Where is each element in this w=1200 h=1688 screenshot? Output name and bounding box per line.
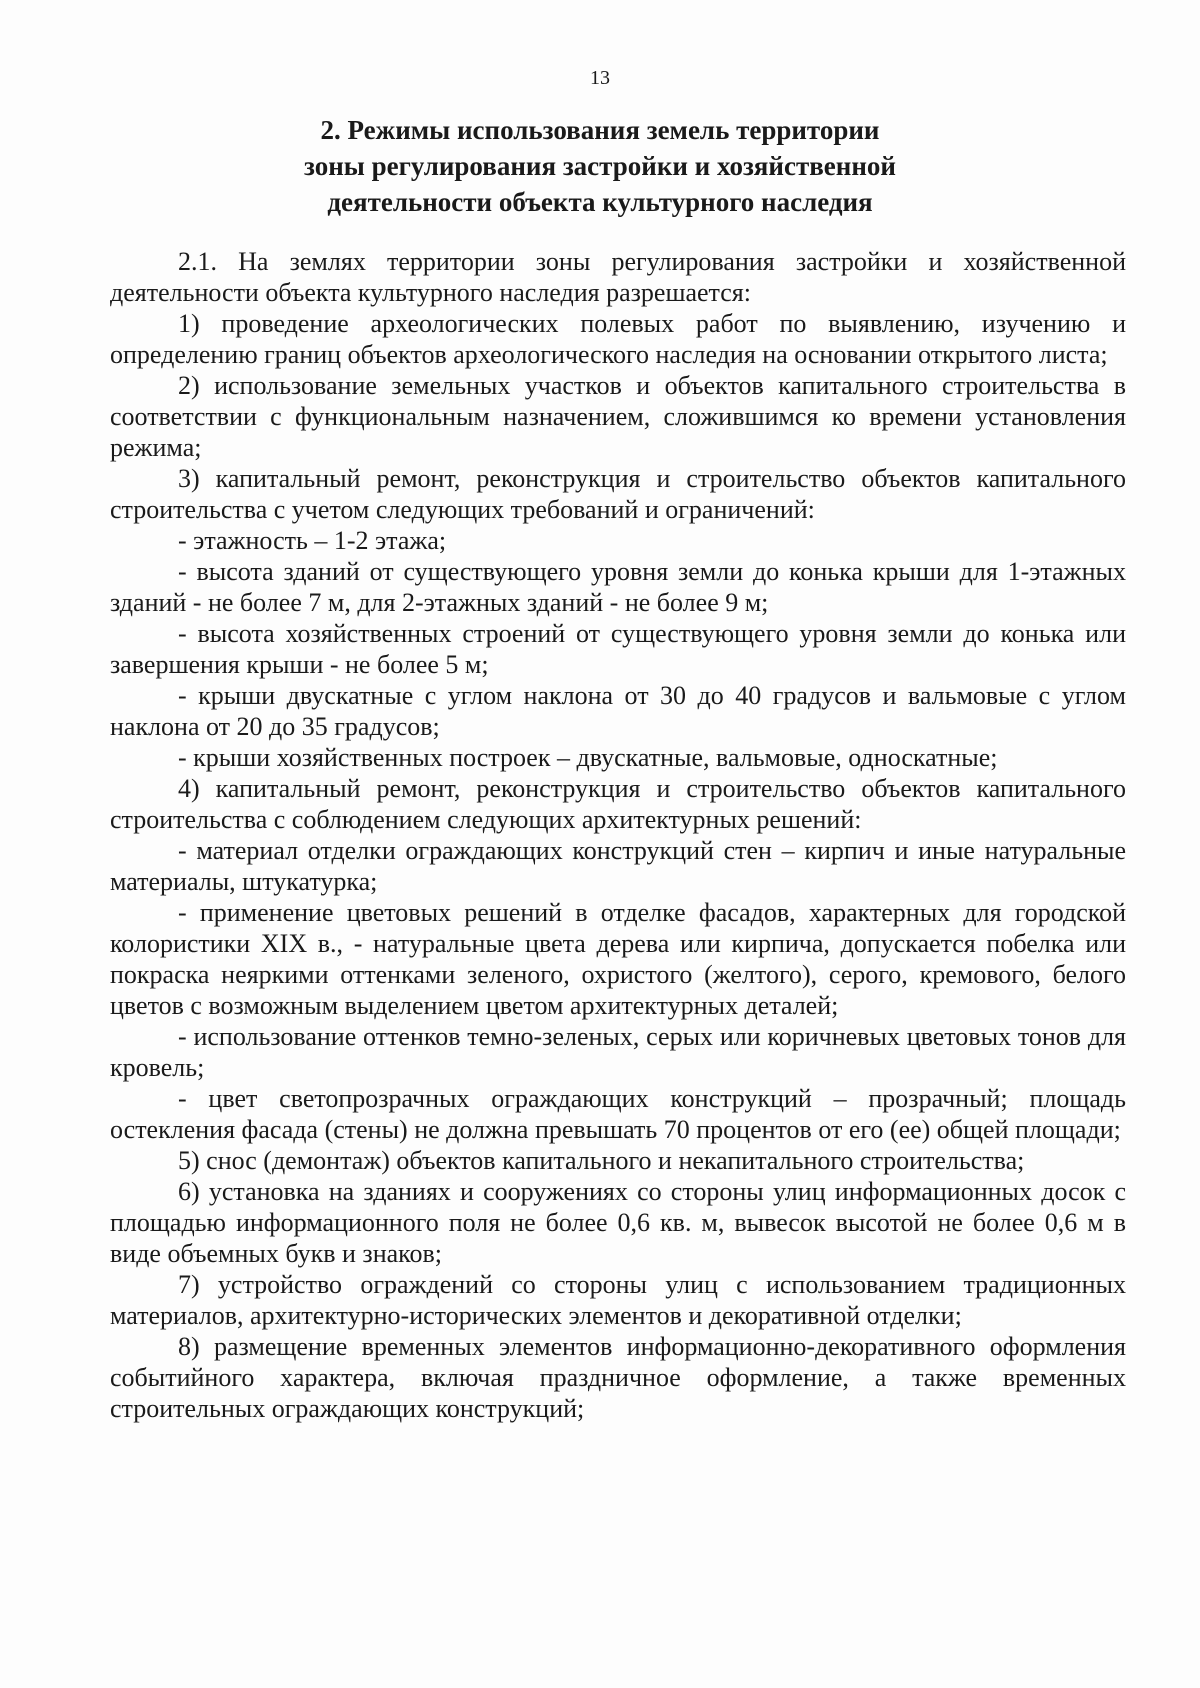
paragraph-2-1: 2.1. На землях территории зоны регулирования застройки и хозяйственной деятельности объекта культурного наследия разрешается: — [110, 247, 1126, 307]
paragraph-item-6: 6) установка на зданиях и сооружениях со стороны улиц информационных досок с площадью информационного поля не более 0,6 кв. м, вывесок высотой не более 0,6 м в виде объемных букв и знаков; — [110, 1177, 1126, 1268]
paragraph-item-3: 3) капитальный ремонт, реконструкция и строительство объектов капитального строительства с учетом следующих требований и ограничений: — [110, 464, 1126, 524]
page-number: 13 — [590, 67, 610, 89]
document-body — [110, 246, 1126, 1424]
section-heading — [230, 112, 970, 220]
sub-item-roof-colors: - использование оттенков темно-зеленых, серых или коричневых цветовых тонов для кровель; — [110, 1022, 1126, 1082]
paragraph-item-2: 2) использование земельных участков и объектов капитального строительства в соответствии с функциональным назначением, сложившимся ко времени установления режима; — [110, 371, 1126, 462]
paragraph-item-8: 8) размещение временных элементов информационно-декоративного оформления событийного характера, включая праздничное оформление, а также временных строительных ограждающих конструкций; — [110, 1332, 1126, 1423]
sub-item-glazing: - цвет светопрозрачных ограждающих конструкций – прозрачный; площадь остекления фасада (стены) не должна превышать 70 процентов от его (ее) общей площади; — [110, 1084, 1126, 1144]
sub-item-outbuilding-roofs: - крыши хозяйственных построек – двускатные, вальмовые, односкатные; — [178, 743, 998, 772]
sub-item-wall-material: - материал отделки ограждающих конструкций стен – кирпич и иные натуральные материалы, штукатурка; — [110, 836, 1126, 896]
paragraph-item-1: 1) проведение археологических полевых работ по выявлению, изучению и определению границ объектов археологического наследия на основании открытого листа; — [110, 309, 1126, 369]
heading-line: зоны регулирования застройки и хозяйственной — [304, 151, 896, 181]
heading-line: деятельности объекта культурного наследия — [327, 187, 873, 217]
sub-item-building-height: - высота зданий от существующего уровня земли до конька крыши для 1-этажных зданий - не более 7 м, для 2-этажных зданий - не более 9 м; — [110, 557, 1126, 617]
sub-item-roof-slope: - крыши двускатные с углом наклона от 30 до 40 градусов и вальмовые с углом наклона от 20 до 35 градусов; — [110, 681, 1126, 741]
paragraph-item-7: 7) устройство ограждений со стороны улиц с использованием традиционных материалов, архитектурно-исторических элементов и декоративной отделки; — [110, 1270, 1126, 1330]
sub-item-outbuilding-height: - высота хозяйственных строений от существующего уровня земли до конька или завершения крыши - не более 5 м; — [110, 619, 1126, 679]
sub-item-floors: - этажность – 1-2 этажа; — [178, 526, 447, 555]
paragraph-item-5: 5) снос (демонтаж) объектов капитального и некапитального строительства; — [178, 1146, 1025, 1175]
paragraph-item-4: 4) капитальный ремонт, реконструкция и строительство объектов капитального строительства с соблюдением следующих архитектурных решений: — [110, 774, 1126, 834]
heading-line: 2. Режимы использования земель территории — [320, 115, 880, 145]
sub-item-facade-colors: - применение цветовых решений в отделке фасадов, характерных для городской колористики XIX в., - натуральные цвета дерева или кирпича, допускается побелка или покраска неяркими оттенками зеленого, охристого (желтого), серого, кремового, белого цветов с возможным выделением цветом архитектурных деталей; — [110, 898, 1126, 1020]
